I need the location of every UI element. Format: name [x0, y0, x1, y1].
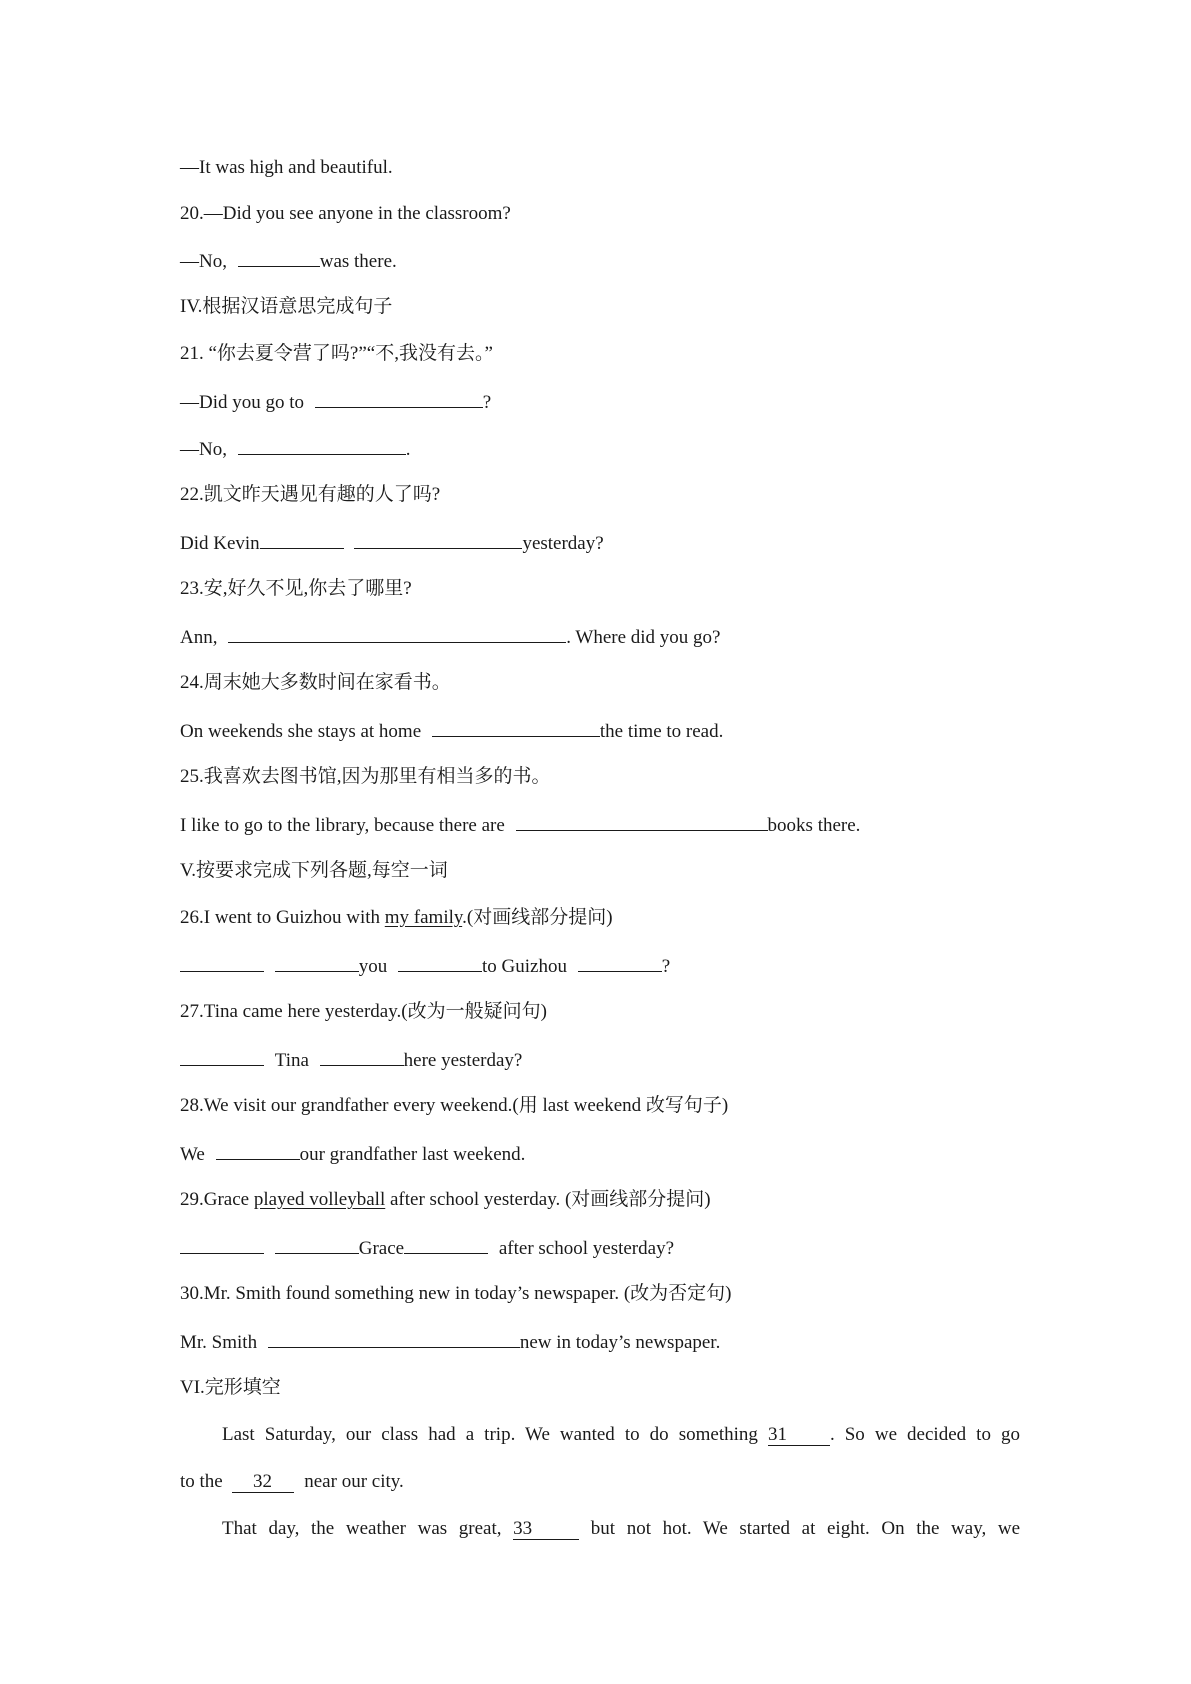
- answer-line-28: We our grandfather last weekend.: [180, 1141, 525, 1167]
- blank[interactable]: [404, 1235, 488, 1254]
- blank[interactable]: [275, 1235, 359, 1254]
- section-4-heading: IV.根据汉语意思完成句子: [180, 296, 393, 317]
- question-29: 29.Grace played volleyball after school yesterday. (对画线部分提问): [180, 1189, 711, 1210]
- answer-line-22: Did Kevin yesterday?: [180, 530, 604, 556]
- question-27: 27.Tina came here yesterday.(改为一般疑问句): [180, 1001, 547, 1022]
- answer-line-20: —No, was there.: [180, 248, 397, 274]
- blank[interactable]: [578, 953, 662, 972]
- cloze-paragraph-line-2: to the 32 near our city.: [180, 1471, 404, 1492]
- blank[interactable]: [320, 1047, 404, 1066]
- blank[interactable]: [398, 953, 482, 972]
- underlined-phrase: played volleyball: [253, 1189, 386, 1210]
- section-6-heading: VI.完形填空: [180, 1377, 281, 1398]
- question-30: 30.Mr. Smith found something new in today’s newspaper. (改为否定句): [180, 1283, 732, 1304]
- answer-line-29: Grace after school yesterday?: [180, 1235, 674, 1261]
- blank[interactable]: [216, 1141, 300, 1160]
- cloze-blank-33[interactable]: 33: [513, 1519, 579, 1540]
- question-28: 28.We visit our grandfather every weekend.(用 last weekend 改写句子): [180, 1095, 729, 1116]
- answer-line-23: Ann, . Where did you go?: [180, 624, 720, 650]
- question-24-chinese: 24.周末她大多数时间在家看书。: [180, 672, 451, 693]
- blank[interactable]: [354, 530, 522, 549]
- section-5-heading: V.按要求完成下列各题,每空一词: [180, 860, 448, 881]
- blank[interactable]: [432, 718, 600, 737]
- answer-line-25: I like to go to the library, because there are books there.: [180, 812, 860, 838]
- answer-line-26: you to Guizhou ?: [180, 953, 670, 979]
- blank[interactable]: [180, 1047, 264, 1066]
- cloze-blank-31[interactable]: 31: [768, 1425, 830, 1446]
- answer-line-21a: —Did you go to ?: [180, 389, 491, 415]
- underlined-phrase: my family: [384, 907, 463, 928]
- question-20: 20.—Did you see anyone in the classroom?: [180, 203, 511, 224]
- cloze-paragraph-line-1: Last Saturday, our class had a trip. We wanted to do something 31 . So we decided to go: [222, 1424, 1021, 1445]
- blank[interactable]: [275, 953, 359, 972]
- question-26: 26.I went to Guizhou with my family.(对画线部分提问): [180, 907, 613, 928]
- blank[interactable]: [238, 436, 406, 455]
- blank[interactable]: [180, 953, 264, 972]
- blank[interactable]: [516, 812, 768, 831]
- blank[interactable]: [268, 1329, 520, 1348]
- question-22-chinese: 22.凯文昨天遇见有趣的人了吗?: [180, 484, 441, 505]
- cloze-paragraph-line-3: That day, the weather was great, 33 but not hot. We started at eight. On the way, we: [222, 1518, 1021, 1539]
- answer-line-19: —It was high and beautiful.: [180, 157, 393, 178]
- answer-line-21b: —No, .: [180, 436, 410, 462]
- question-23-chinese: 23.安,好久不见,你去了哪里?: [180, 578, 412, 599]
- blank[interactable]: [228, 624, 566, 643]
- question-25-chinese: 25.我喜欢去图书馆,因为那里有相当多的书。: [180, 766, 551, 787]
- blank[interactable]: [315, 389, 483, 408]
- blank[interactable]: [238, 248, 320, 267]
- answer-line-24: On weekends she stays at home the time to read.: [180, 718, 723, 744]
- cloze-blank-32[interactable]: 32: [232, 1472, 294, 1493]
- answer-line-27: Tina here yesterday?: [180, 1047, 522, 1073]
- answer-line-30: Mr. Smith new in today’s newspaper.: [180, 1329, 720, 1355]
- blank[interactable]: [260, 530, 344, 549]
- question-21-chinese: 21. “你去夏令营了吗?”“不,我没有去。”: [180, 343, 493, 364]
- blank[interactable]: [180, 1235, 264, 1254]
